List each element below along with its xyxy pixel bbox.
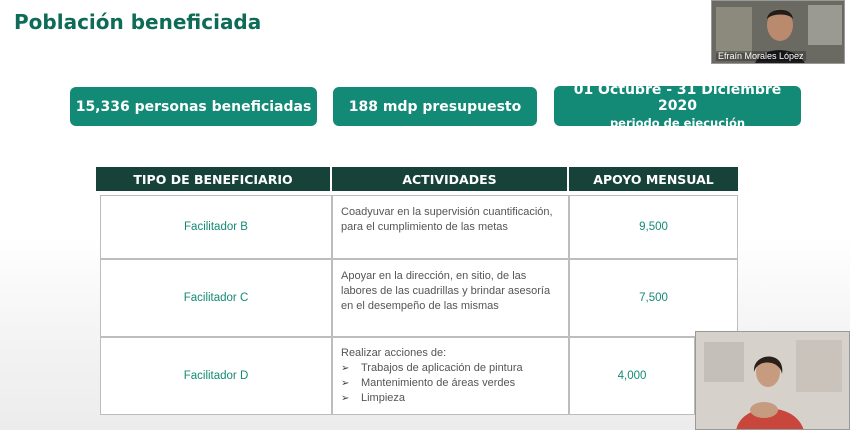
row-2-apoyo: 7,500 <box>569 259 738 337</box>
row-3-apoyo: 4,000 <box>569 337 695 415</box>
row-1-tipo: Facilitador B <box>100 195 332 259</box>
row-3-tipo: Facilitador D <box>100 337 332 415</box>
page-title: Población beneficiada <box>14 10 262 34</box>
period-label: periodo de ejecución <box>609 116 746 130</box>
row-2-tipo: Facilitador C <box>100 259 332 337</box>
row-1-apoyo: 9,500 <box>569 195 738 259</box>
beneficiaries-badge <box>70 87 317 126</box>
list-item: ➢ Mantenimiento de áreas verdes <box>341 376 560 391</box>
header-tipo: TIPO DE BENEFICIARIO <box>96 167 330 191</box>
period-badge <box>554 82 801 130</box>
speaker-video-tile[interactable] <box>711 0 845 64</box>
speaker-name-label: Efraín Morales López <box>718 51 804 61</box>
header-actividades: ACTIVIDADES <box>332 167 567 191</box>
row-3-actividades <box>332 337 569 415</box>
list-item: ➢ Limpieza <box>341 391 560 406</box>
budget-badge <box>333 87 537 126</box>
interpreter-video-frame <box>696 332 850 430</box>
header-apoyo: APOYO MENSUAL <box>569 167 738 191</box>
beneficiaries-text: 15,336 personas beneficiadas <box>75 98 312 115</box>
period-dates: 01 Octubre - 31 Diciembre 2020 <box>573 82 782 114</box>
interpreter-video-tile[interactable] <box>695 331 850 430</box>
row-3-actividades-list <box>341 361 560 406</box>
row-2-actividades: Apoyar en la dirección, en sitio, de las labores de las cuadrillas y brindar asesoría en el desempeño de las mismas <box>332 259 569 337</box>
list-item: ➢ Trabajos de aplicación de pintura <box>341 361 560 376</box>
row-1-actividades: Coadyuvar en la supervisión cuantificación, para el cumplimiento de las metas <box>332 195 569 259</box>
budget-text: 188 mdp presupuesto <box>348 98 522 115</box>
row-3-actividades-intro: Realizar acciones de: <box>341 347 447 359</box>
